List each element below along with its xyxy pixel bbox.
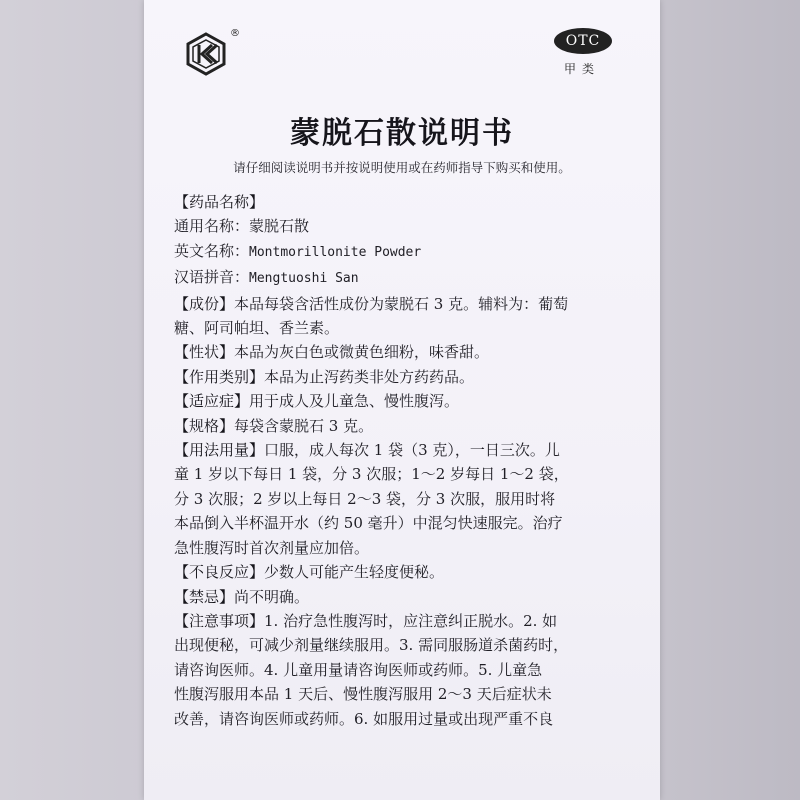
dosage-text-4: 本品倒入半杯温开水（约 50 毫升）中混匀快速服完。治疗 — [174, 514, 563, 533]
otc-class-label: 甲类 — [564, 62, 601, 76]
page-title: 蒙脱石散说明书 — [290, 116, 514, 151]
page-subtitle: 请仔细阅读说明书并按说明使用或在药师指导下购买和使用。 — [233, 160, 571, 175]
dosage-text-2: 童 1 岁以下每日 1 袋，分 3 次服；1～2 岁每日 1～2 袋， — [174, 465, 569, 484]
precautions-text-3: 请咨询医师。4. 儿童用量请咨询医师或药师。5. 儿童急 — [174, 660, 543, 679]
precautions-line-3 — [174, 658, 636, 682]
category-row — [174, 365, 636, 389]
brand-logo-icon — [184, 32, 228, 76]
leaflet-sheet — [144, 0, 660, 800]
section-label-drug-name: 【药品名称】 — [174, 193, 265, 211]
precautions-text-5: 改善，请咨询医师或药师。6. 如服用过量或出现严重不良 — [174, 709, 554, 728]
section-label-properties: 【性状】 — [174, 343, 235, 362]
dosage-line-3 — [174, 487, 636, 511]
background-right — [650, 0, 800, 800]
english-name-label: 英文名称： — [174, 241, 250, 260]
specification-row — [174, 414, 636, 438]
registered-mark: ® — [230, 28, 240, 39]
dosage-line-4 — [174, 511, 636, 535]
pinyin-row — [174, 265, 636, 291]
generic-name-row — [174, 214, 636, 238]
leaflet-body — [174, 190, 636, 731]
drug-name-heading — [174, 190, 636, 214]
generic-name-value: 蒙脱石散 — [249, 217, 310, 236]
section-label-adverse: 【不良反应】 — [174, 563, 265, 582]
section-label-dosage: 【用法用量】 — [174, 441, 265, 460]
properties-text: 本品为灰白色或微黄色细粉，味香甜。 — [234, 343, 490, 362]
precautions-line-5 — [174, 707, 636, 731]
dosage-line-1 — [174, 438, 636, 462]
indications-text: 用于成人及儿童急、慢性腹泻。 — [249, 392, 460, 411]
dosage-text-1: 口服，成人每次 1 袋（3 克），一日三次。儿 — [264, 441, 560, 460]
contraindications-row — [174, 585, 636, 609]
specification-text: 每袋含蒙脱石 3 克。 — [234, 416, 374, 435]
precautions-line-1 — [174, 609, 636, 633]
section-label-precautions: 【注意事项】 — [174, 611, 265, 630]
pinyin-value: Mengtuoshi San — [249, 271, 359, 287]
ingredients-line-2 — [174, 316, 636, 340]
english-name-value: Montmorillonite Powder — [249, 244, 422, 260]
dosage-text-3: 分 3 次服；2 岁以上每日 2～3 袋，分 3 次服，服用时将 — [174, 489, 556, 508]
precautions-line-4 — [174, 682, 636, 706]
dosage-line-5 — [174, 536, 636, 560]
section-label-specification: 【规格】 — [174, 416, 235, 435]
precautions-line-2 — [174, 633, 636, 657]
section-label-category: 【作用类别】 — [174, 367, 265, 386]
properties-row — [174, 340, 636, 364]
section-label-indications: 【适应症】 — [174, 392, 250, 411]
contraindications-text: 尚不明确。 — [234, 587, 310, 606]
indications-row — [174, 389, 636, 413]
dosage-line-2 — [174, 462, 636, 486]
section-label-ingredients: 【成份】 — [174, 294, 235, 313]
precautions-text-4: 性腹泻服用本品 1 天后、慢性腹泻服用 2～3 天后症状未 — [174, 685, 552, 704]
precautions-text-1: 1. 治疗急性腹泻时，应注意纠正脱水。2. 如 — [264, 611, 558, 630]
background-left — [0, 0, 150, 800]
section-label-contraindications: 【禁忌】 — [174, 587, 235, 606]
english-name-row — [174, 239, 636, 265]
ingredients-line-1 — [174, 292, 636, 316]
ingredients-text-1: 本品每袋含活性成份为蒙脱石 3 克。辅料为：葡萄 — [234, 294, 569, 313]
adverse-text: 少数人可能产生轻度便秘。 — [264, 563, 445, 582]
precautions-text-2: 出现便秘，可减少剂量继续服用。3. 需同服肠道杀菌药时， — [174, 636, 569, 655]
pinyin-label: 汉语拼音： — [174, 268, 250, 287]
dosage-text-5: 急性腹泻时首次剂量应加倍。 — [174, 538, 370, 557]
category-text: 本品为止泻药类非处方药药品。 — [264, 367, 475, 386]
adverse-row — [174, 560, 636, 584]
ingredients-text-2: 糖、阿司帕坦、香兰素。 — [174, 319, 340, 338]
otc-badge: OTC — [554, 28, 612, 54]
generic-name-label: 通用名称： — [174, 217, 250, 236]
